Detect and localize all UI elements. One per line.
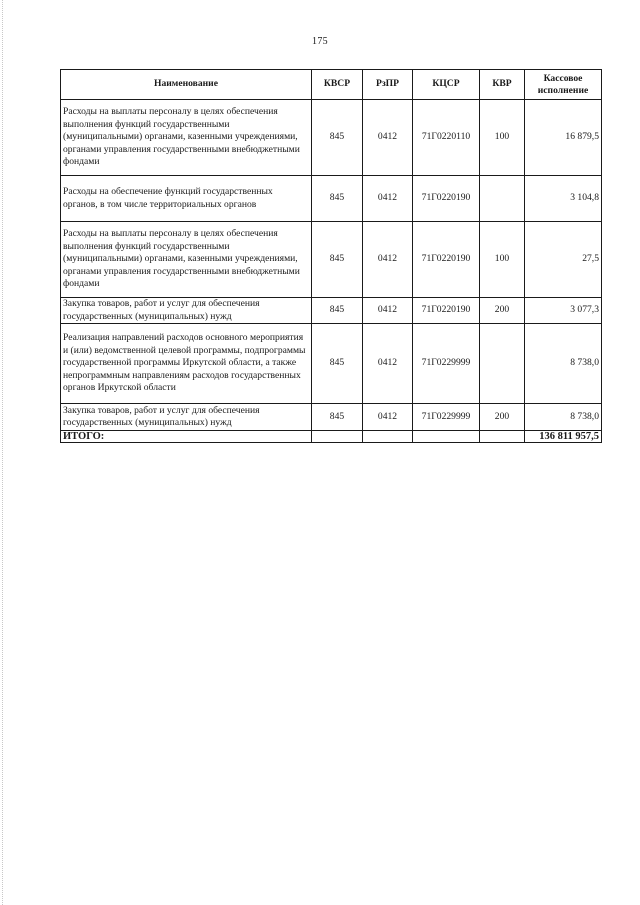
row-name: Реализация направлений расходов основного мероприятия и (или) ведомственной целевой программы, подпрограммы государственной программы Иркутской области, а также непрограммным направлениям расходов государственных органов Иркутской области — [61, 324, 312, 404]
row-kvsr: 845 — [312, 176, 363, 222]
table-row — [61, 176, 602, 222]
row-kvsr: 845 — [312, 298, 363, 324]
header-rzpr: РзПР — [363, 70, 413, 100]
header-kvsr: КВСР — [312, 70, 363, 100]
row-kvr: 100 — [480, 222, 525, 298]
row-kcsr: 71Г0220190 — [413, 176, 480, 222]
scan-margin-dots — [2, 0, 4, 905]
table-header-row — [61, 70, 602, 100]
row-kcsr: 71Г0220110 — [413, 100, 480, 176]
row-kvsr: 845 — [312, 324, 363, 404]
row-amount: 27,5 — [525, 222, 602, 298]
row-kvsr: 845 — [312, 404, 363, 431]
row-amount: 3 077,3 — [525, 298, 602, 324]
row-amount: 8 738,0 — [525, 404, 602, 431]
row-amount: 3 104,8 — [525, 176, 602, 222]
header-name: Наименование — [61, 70, 312, 100]
budget-execution-table — [60, 69, 602, 443]
total-empty-cell — [312, 431, 363, 443]
row-rzpr: 0412 — [363, 222, 413, 298]
row-kcsr: 71Г0229999 — [413, 404, 480, 431]
row-name: Закупка товаров, работ и услуг для обеспечения государственных (муниципальных) нужд — [61, 298, 312, 324]
header-kvr: КВР — [480, 70, 525, 100]
page-number: 175 — [312, 36, 328, 47]
row-amount: 8 738,0 — [525, 324, 602, 404]
row-kvsr: 845 — [312, 100, 363, 176]
header-execution: Кассовое исполнение — [525, 70, 602, 100]
row-kvr: 100 — [480, 100, 525, 176]
total-empty-cell — [480, 431, 525, 443]
row-rzpr: 0412 — [363, 404, 413, 431]
row-name: Расходы на выплаты персоналу в целях обеспечения выполнения функций государственными (муниципальными) органами, казенными учреждениями, органами управления государственными внебюджетными фондами — [61, 100, 312, 176]
total-amount: 136 811 957,5 — [525, 431, 602, 443]
row-kvr — [480, 176, 525, 222]
row-rzpr: 0412 — [363, 176, 413, 222]
row-name: Расходы на выплаты персоналу в целях обеспечения выполнения функций государственными (муниципальными) органами, казенными учреждениями, органами управления государственными внебюджетными фондами — [61, 222, 312, 298]
row-amount: 16 879,5 — [525, 100, 602, 176]
row-kvr — [480, 324, 525, 404]
table-row — [61, 100, 602, 176]
table-row — [61, 324, 602, 404]
total-empty-cell — [363, 431, 413, 443]
row-kvsr: 845 — [312, 222, 363, 298]
table-row — [61, 298, 602, 324]
row-name: Закупка товаров, работ и услуг для обеспечения государственных (муниципальных) нужд — [61, 404, 312, 431]
table-row — [61, 222, 602, 298]
row-kcsr: 71Г0220190 — [413, 298, 480, 324]
row-kvr: 200 — [480, 298, 525, 324]
total-empty-cell — [413, 431, 480, 443]
header-kcsr: КЦСР — [413, 70, 480, 100]
row-name: Расходы на обеспечение функций государственных органов, в том числе территориальных органов — [61, 176, 312, 222]
table-row — [61, 404, 602, 431]
row-kcsr: 71Г0229999 — [413, 324, 480, 404]
total-row — [61, 431, 602, 443]
row-rzpr: 0412 — [363, 100, 413, 176]
total-label: ИТОГО: — [61, 431, 312, 443]
row-kvr: 200 — [480, 404, 525, 431]
row-kcsr: 71Г0220190 — [413, 222, 480, 298]
row-rzpr: 0412 — [363, 298, 413, 324]
row-rzpr: 0412 — [363, 324, 413, 404]
